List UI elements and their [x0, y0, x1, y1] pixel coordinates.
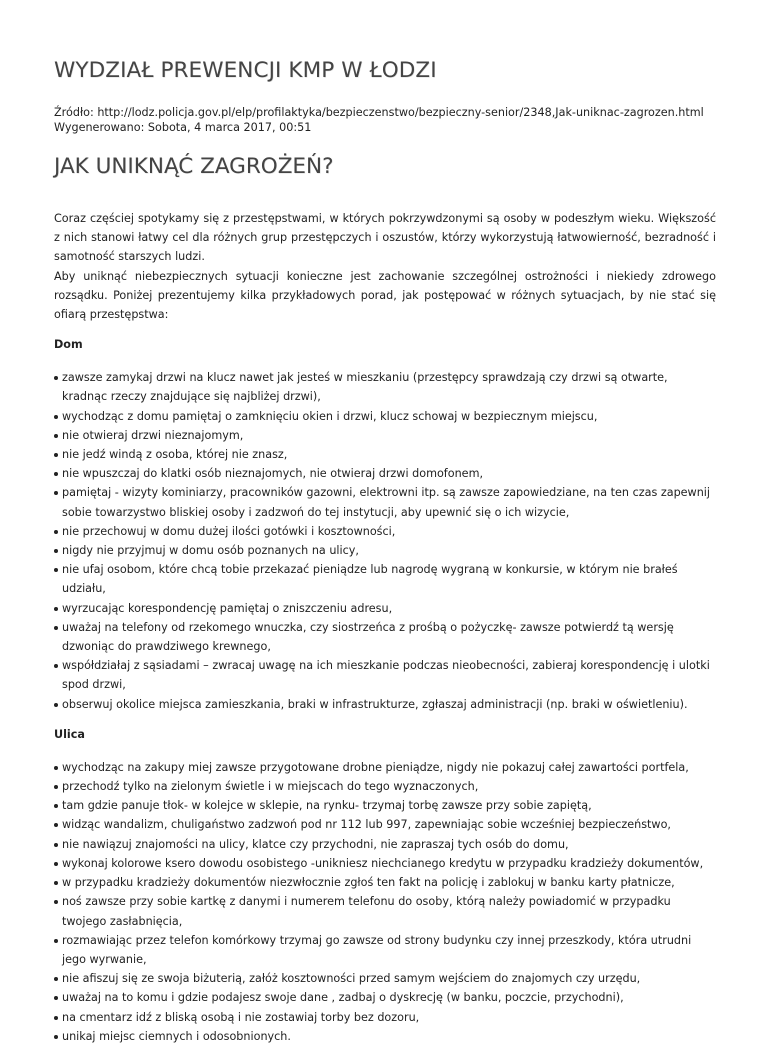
list-item: [54, 618, 716, 656]
document-meta: [54, 105, 716, 135]
bullet-icon: [54, 881, 58, 885]
list-item-text: nie otwieraj drzwi nieznajomym,: [62, 428, 244, 442]
list-item-text: wychodząc z domu pamiętaj o zamknięciu okien i drzwi, klucz schowaj w bezpiecznym miejscu,: [62, 409, 598, 423]
list-item-text: nie ufaj osobom, które chcą tobie przekazać pieniądze lub nagrodę wygraną w konkursie, w którym nie brałeś udziału,: [62, 563, 678, 596]
list-item: [54, 969, 716, 988]
list-item: [54, 835, 716, 854]
list-item-text: przechodź tylko na zielonym świetle i w miejscach do tego wyznaczonych,: [62, 780, 479, 794]
list-item-text: wykonaj kolorowe ksero dowodu osobistego -unikniesz niechcianego kredytu w przypadku kradzieży dokumentów,: [62, 856, 704, 870]
list-item-text: pamiętaj - wizyty kominiarzy, pracowników gazowni, elektrowni itp. są zawsze zapowiedziane, na ten czas zapewnij sobie towarzystwo bliskiej osoby i zadzwoń do tej instytucji, aby upewnić się o ich wizycie,: [62, 486, 711, 519]
intro-paragraph: Aby uniknąć niebezpiecznych sytuacji konieczne jest zachowanie szczególnej ostrożności i niekiedy zdrowego rozsądku. Poniżej prezentujemy kilka przykładowych porad, jak postępować w różnych sytuacjach, by nie stać się ofiarą przestępstwa:: [54, 269, 716, 322]
list-item: [54, 656, 716, 694]
list-item: [54, 483, 716, 521]
list-item: [54, 464, 716, 483]
bullet-icon: [54, 549, 58, 553]
advice-list: [54, 368, 716, 714]
list-item: [54, 758, 716, 777]
list-item-text: obserwuj okolice miejsca zamieszkania, braki w infrastrukturze, zgłaszaj administracji (np. braki w oświetleniu).: [62, 697, 688, 711]
bullet-icon: [54, 1016, 58, 1020]
list-item-text: nie jedź windą z osoba, której nie znasz,: [62, 448, 288, 462]
list-item: [54, 815, 716, 834]
bullet-icon: [54, 530, 58, 534]
list-item: [54, 892, 716, 930]
list-item: [54, 445, 716, 464]
bullet-icon: [54, 939, 58, 943]
bullet-icon: [54, 785, 58, 789]
list-item: [54, 777, 716, 796]
bullet-icon: [54, 376, 58, 380]
page-title: WYDZIAŁ PREWENCJI KMP W ŁODZI: [54, 58, 437, 83]
list-item: [54, 599, 716, 618]
list-item-text: wyrzucając korespondencję pamiętaj o zniszczeniu adresu,: [62, 601, 393, 615]
list-item: [54, 931, 716, 969]
article-intro: [54, 209, 716, 324]
list-item: [54, 873, 716, 892]
list-item-text: nigdy nie przyjmuj w domu osób poznanych na ulicy,: [62, 544, 359, 558]
bullet-icon: [54, 843, 58, 847]
list-item-text: nie przechowuj w domu dużej ilości gotówki i kosztowności,: [62, 524, 396, 538]
list-item-text: nie wpuszczaj do klatki osób nieznajomych, nie otwieraj drzwi domofonem,: [62, 467, 484, 481]
list-item-text: wychodząc na zakupy miej zawsze przygotowane drobne pieniądze, nigdy nie pokazuj całej zawartości portfela,: [62, 760, 689, 774]
list-item-text: nie afiszuj się ze swoja biżuterią, załóż kosztowności przed samym wejściem do znajomych czy urzędu,: [62, 972, 641, 986]
list-item: [54, 796, 716, 815]
list-item: [54, 368, 716, 406]
bullet-icon: [54, 804, 58, 808]
bullet-icon: [54, 472, 58, 476]
intro-paragraph: Coraz częściej spotykamy się z przestępstwami, w których pokrzywdzonymi są osoby w podeszłym wieku. Większość z nich stanowi łatwy cel dla różnych grup przestępczych i oszustów, którzy wykorzystują łatwowierność, bezradność i samotność starszych ludzi.: [54, 212, 716, 264]
bullet-icon: [54, 823, 58, 827]
bullet-icon: [54, 626, 58, 630]
advice-list: [54, 758, 716, 1046]
bullet-icon: [54, 491, 58, 495]
generated-line: Wygenerowano: Sobota, 4 marca 2017, 00:51: [54, 121, 312, 134]
list-item: [54, 695, 716, 714]
section-title: Ulica: [54, 727, 85, 741]
bullet-icon: [54, 862, 58, 866]
list-item-text: noś zawsze przy sobie kartkę z danymi i numerem telefonu do osoby, którą należy powiadomić w przypadku twojego zasłabnięcia,: [62, 895, 671, 928]
section-ulica: [54, 728, 716, 1046]
source-line: Źródło: http://lodz.policja.gov.pl/elp/profilaktyka/bezpieczenstwo/bezpieczny-senior/2348,Jak-uniknac-zagrozen.html: [54, 106, 704, 119]
list-item-text: w przypadku kradzieży dokumentów niezwłocznie zgłoś ten fakt na policję i zablokuj w banku karty płatnicze,: [62, 876, 675, 890]
list-item: [54, 1008, 716, 1027]
list-item-text: zawsze zamykaj drzwi na klucz nawet jak jesteś w mieszkaniu (przestępcy sprawdzają czy drzwi są otwarte, kradnąc rzeczy znajdujące się najbliżej drzwi),: [62, 371, 668, 404]
list-item-text: rozmawiając przez telefon komórkowy trzymaj go zawsze od strony budynku czy innej przeszkody, która utrudni jego wyrwanie,: [62, 933, 692, 966]
bullet-icon: [54, 766, 58, 770]
list-item: [54, 854, 716, 873]
list-item: [54, 1027, 716, 1046]
bullet-icon: [54, 900, 58, 904]
article-title: JAK UNIKNĄĆ ZAGROŻEŃ?: [54, 154, 334, 179]
bullet-icon: [54, 607, 58, 611]
bullet-icon: [54, 568, 58, 572]
list-item-text: uważaj na to komu i gdzie podajesz swoje dane , zadbaj o dyskrecję (w banku, poczcie, przychodni),: [62, 991, 624, 1005]
list-item: [54, 522, 716, 541]
list-item: [54, 407, 716, 426]
bullet-icon: [54, 453, 58, 457]
section-dom: [54, 338, 716, 714]
list-item: [54, 541, 716, 560]
list-item-text: widząc wandalizm, chuligaństwo zadzwoń pod nr 112 lub 997, zapewniając sobie wcześniej bezpieczeństwo,: [62, 818, 671, 832]
list-item-text: tam gdzie panuje tłok- w kolejce w sklepie, na rynku- trzymaj torbę zawsze przy sobie zapiętą,: [62, 799, 592, 813]
list-item-text: na cmentarz idź z bliską osobą i nie zostawiaj torby bez dozoru,: [62, 1010, 420, 1024]
bullet-icon: [54, 664, 58, 668]
bullet-icon: [54, 434, 58, 438]
bullet-icon: [54, 703, 58, 707]
list-item-text: współdziałaj z sąsiadami – zwracaj uwagę na ich mieszkanie podczas nieobecności, zabieraj korespondencję i ulotki spod drzwi,: [62, 659, 710, 692]
bullet-icon: [54, 1035, 58, 1039]
bullet-icon: [54, 415, 58, 419]
bullet-icon: [54, 996, 58, 1000]
list-item: [54, 560, 716, 598]
list-item-text: nie nawiązuj znajomości na ulicy, klatce czy przychodni, nie zapraszaj tych osób do domu,: [62, 837, 569, 851]
list-item-text: unikaj miejsc ciemnych i odosobnionych.: [62, 1029, 291, 1043]
section-title: Dom: [54, 338, 83, 352]
bullet-icon: [54, 977, 58, 981]
list-item: [54, 988, 716, 1007]
list-item-text: uważaj na telefony od rzekomego wnuczka, czy siostrzeńca z prośbą o pożyczkę- zawsze potwierdź tą wersję dzwoniąc do prawdziwego krewnego,: [62, 620, 674, 654]
list-item: [54, 426, 716, 445]
